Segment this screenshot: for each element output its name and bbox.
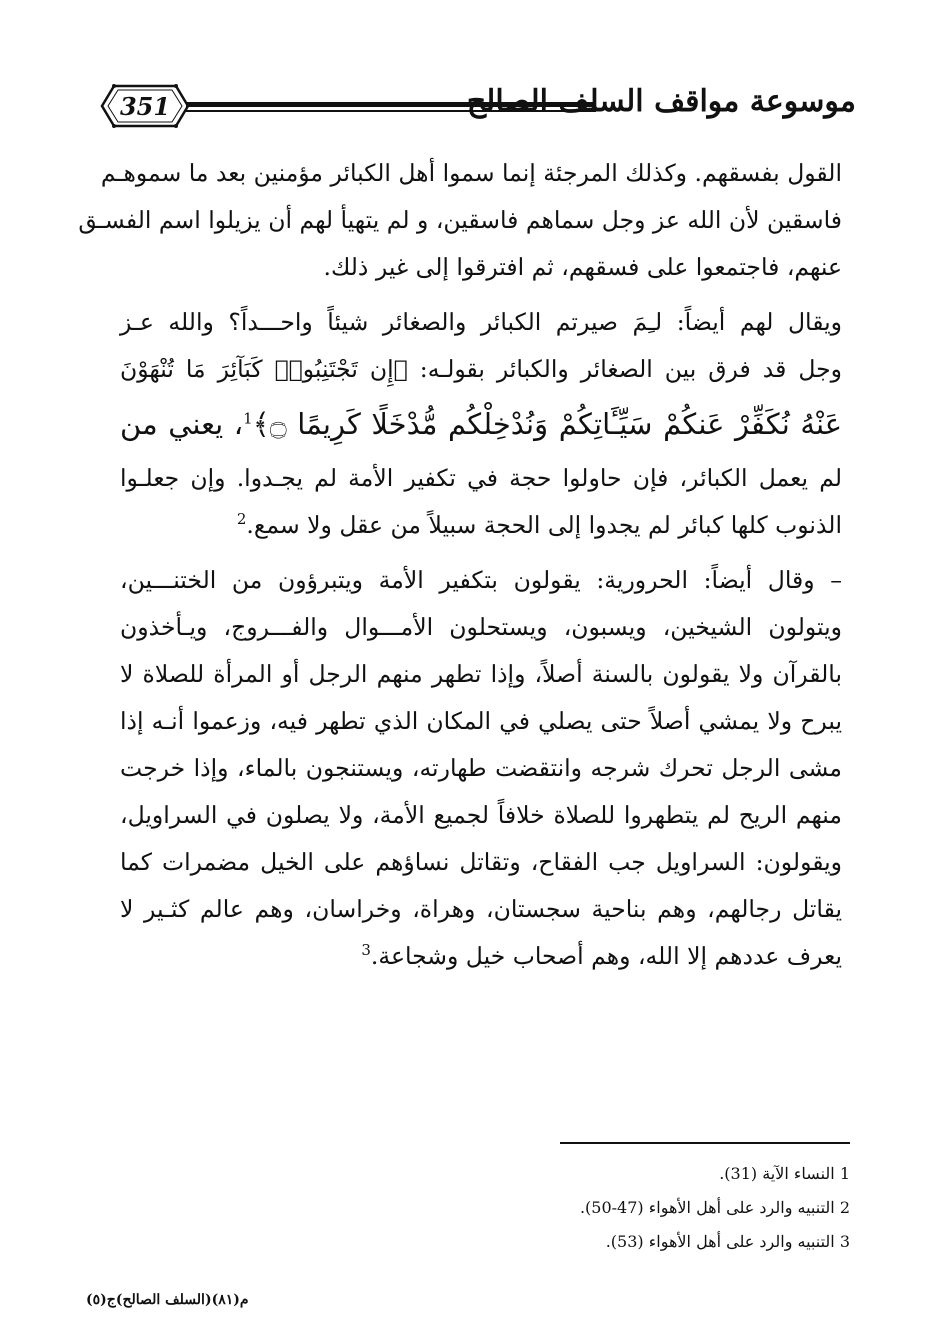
paragraph-3 — [120, 557, 842, 980]
footnote-text: التنبيه والرد على أهل الأهواء (47-50). — [579, 1198, 835, 1217]
page-number-badge — [100, 80, 190, 132]
series-title: موسوعة مواقف السلف الصالح — [466, 84, 856, 119]
paragraph-2 — [120, 299, 842, 549]
text-line: فاسقين لأن الله عز وجل سماهم فاسقين، و لم يتهيأ لهم أن يزيلوا اسم الفسـق — [78, 206, 842, 234]
footnote-number: 2 — [839, 1198, 850, 1217]
text-line — [120, 502, 842, 549]
footnote-1 — [500, 1157, 850, 1191]
text-line: عنهم، فاجتمعوا على فسقهم، ثم افترقوا إلى غير ذلك. — [323, 253, 842, 281]
footnote-text: التنبيه والرد على أهل الأهواء (53). — [605, 1232, 835, 1251]
quran-verse: عَنْهُ نُكَفِّرْ عَنكُمْ سَيِّـَٔاتِكُمْ وَنُدْخِلْكُم مُّدْخَلًا كَرِيمًا ۝﴾ — [252, 407, 842, 441]
verse-tail: ، يعني من — [120, 407, 244, 441]
footnote-number: 3 — [839, 1232, 850, 1251]
footnote-3 — [500, 1225, 850, 1259]
footnote-separator — [560, 1142, 850, 1144]
text-line: يقاتل رجالهم، وهم بناحية سجستان، وهراة، وخراسان، وهم عالم كثـير لا — [120, 895, 842, 923]
text-line: ويقال لهم أيضاً: لـِمَ صيرتم الكبائر والصغائر شيئاً واحـــداً؟ والله عـز — [120, 308, 842, 336]
paragraph-1 — [78, 150, 842, 291]
text-line-with-quran: وجل قد فرق بين الصغائر والكبائر بقولـه: ﴿إِن تَجْتَنِبُوا۟ كَبَآئِرَ مَا تُنْهَوْنَ — [120, 355, 842, 383]
footnotes — [500, 1157, 850, 1259]
text-line: لم يعمل الكبائر، فإن حاولوا حجة في تكفير الأمة لم يجـدوا. وإن جعلـوا — [120, 464, 842, 492]
text-line: يبرح ولا يمشي أصلاً حتى يصلي في المكان الذي تطهر فيه، وزعموا أنـه إذا — [120, 707, 842, 735]
text-line: منهم الريح لم يتطهروا للصلاة خلافاً لجميع الأمة، ولا يصلون في السراويل، — [120, 801, 842, 829]
text-line: بالقرآن ولا يقولون بالسنة أصلاً، وإذا تطهر منهم الرجل أو المرأة للصلاة لا — [120, 660, 842, 688]
footnote-number: 1 — [839, 1164, 850, 1183]
text-span: الذنوب كلها كبائر لم يجدوا إلى الحجة سبيلاً من عقل ولا سمع. — [246, 511, 842, 539]
text-line: – وقال أيضاً: الحرورية: يقولون بتكفير الأمة ويتبرؤون من الختنـــين، — [120, 566, 842, 594]
footnote-ref-1: 1 — [243, 409, 253, 428]
main-text — [78, 150, 842, 988]
footnote-ref-3: 3 — [361, 941, 371, 960]
printer-signature: م(٨١)(السلف الصالح)ج(٥) — [86, 1292, 249, 1308]
page-number: 351 — [119, 91, 171, 121]
footnote-2 — [500, 1191, 850, 1225]
text-line: القول بفسقهم. وكذلك المرجئة إنما سموا أهل الكبائر مؤمنين بعد ما سموهـم — [100, 159, 842, 187]
text-line: مشى الرجل تحرك شرجه وانتقضت طهارته، ويستنجون بالماء، وإذا خرجت — [120, 754, 842, 782]
text-line: ويقولون: السراويل جب الفقاح، وتقاتل نساؤهم على الخيل مضمرات كما — [120, 848, 842, 876]
text-line — [120, 933, 842, 980]
footnote-text: النساء الآية (31). — [719, 1164, 835, 1183]
page-header — [100, 70, 856, 142]
footnote-ref-2: 2 — [236, 510, 247, 529]
text-span: يعرف عددهم إلا الله، وهم أصحاب خيل وشجاعة. — [370, 942, 842, 970]
text-line: ويتولون الشيخين، ويسبون، ويستحلون الأمـــوال والفـــروج، ويـأخذون — [120, 613, 842, 641]
quran-verse-line — [120, 393, 842, 455]
